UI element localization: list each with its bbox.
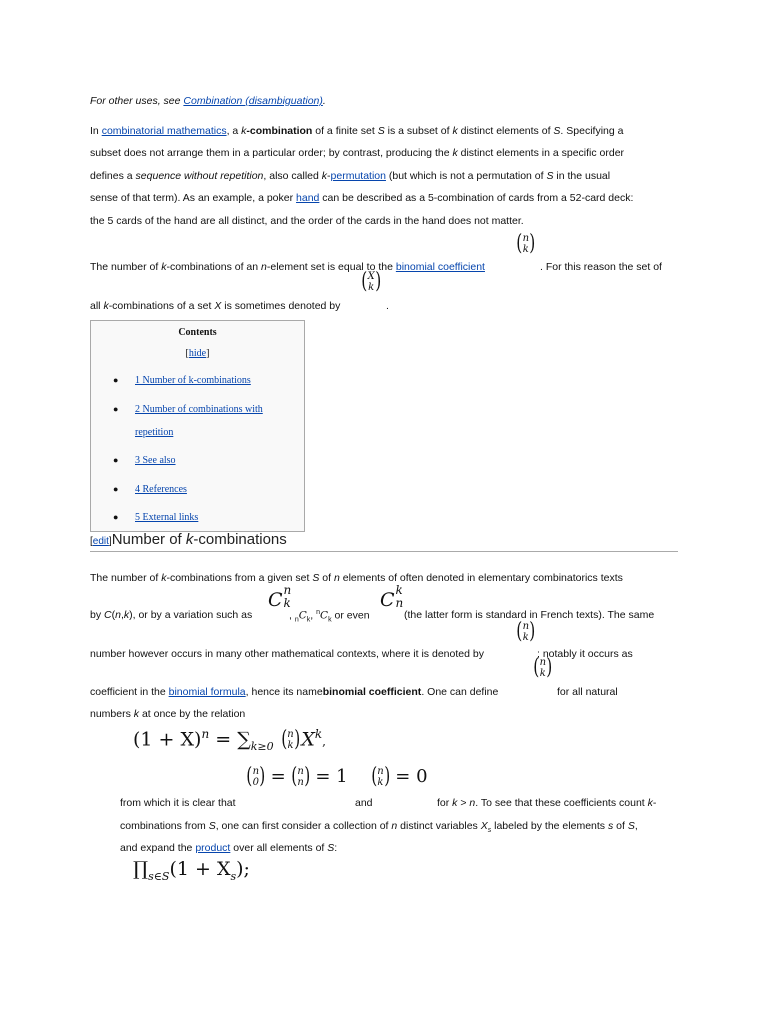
para3-line-4b: for all natural [557,686,618,698]
toc-item-number-of-k-combinations[interactable]: 1 Number of k-combinations [135,375,251,386]
para3-line-2c: (the latter form is standard in French texts). The same [404,609,655,621]
C-n-k-formula: C n k [268,583,292,611]
toc-item-combinations-with-repetition-cont[interactable]: repetition [135,427,174,438]
binom-image-4: ( n k ) [533,655,553,680]
para4-line-1b: and [355,797,373,809]
para4-line-1a: from which it is clear that [120,797,236,809]
product-equation: $\prod_{s\in S}(1 + X_s)$; [133,858,250,883]
section-title: Number of k-combinations [111,531,287,548]
binomial-coefficient-link[interactable]: binomial coefficient [395,261,485,273]
para3-line-3a: number however occurs in many other mathematical contexts, where it is denoted by [90,648,484,660]
intro-line-5: the 5 cards of the hand are all distinct, and the order of the cards in the hand does not matter. [90,215,524,227]
boundary-values-equation: ( n 0 ) = ( n n ) = 1 ( n k ) = 0 [246,766,428,788]
para2-line-1-end: . For this reason the set of [540,261,662,273]
binomial-theorem-equation: $(1 + X)^n = \sum_{k\ge 0}$ ( n k ) $X^k$, [133,727,326,754]
intro-line-1: In combinatorial mathematics, a k-combination of a finite set S is a subset of k distinct elements of S. Specifying a [90,125,624,137]
binom-image-1: ( n k ) [516,231,536,256]
para3-line-5: numbers k at once by the relation [90,708,246,720]
binomial-formula-link[interactable]: binomial formula [168,686,246,698]
toc-item-combinations-with-repetition[interactable]: 2 Number of combinations with [135,404,263,415]
toc-title: Contents [178,327,217,338]
intro-line-4: sense of that term). As an example, a poker hand can be described as a 5-combination of cards from a 52-card deck: [90,192,634,204]
edit-section: [edit] [90,536,112,547]
hatnote [90,95,326,108]
para4-line-1c: for k > n. To see that these coefficients count k- [437,797,657,809]
hatnote-suffix: . [322,95,326,107]
section-divider [90,551,678,552]
toc-item-references[interactable]: 4 References [135,484,187,495]
C-k-n-formula: C k n [380,583,404,611]
para3-line-2a: by C(n,k), or by a variation such as [90,609,253,621]
toc-bullet-1: ● [113,375,119,385]
toc-item-external-links[interactable]: 5 External links [135,512,199,523]
intro-line-2: subset does not arrange them in a particular order; by contrast, producing the k distinct elements in a specific order [90,147,625,159]
toc-bullet-2: ● [113,404,119,414]
edit-link[interactable]: edit [92,536,109,547]
para2-line-2-end: . [386,300,389,312]
section-heading [90,531,287,549]
table-of-contents [90,320,305,532]
disambiguation-link[interactable]: Combination (disambiguation) [183,95,323,107]
toc-item-see-also[interactable]: 3 See also [135,455,176,466]
para4-line-2: combinations from S, one can first consider a collection of n distinct variables $X_s$ labeled by the elements s of S, [120,820,638,835]
intro-line-3: defines a sequence without repetition, also called k-permutation (but which is not a permutation of S in the usual [90,170,611,182]
para4-line-3: and expand the product over all elements of S: [120,842,338,854]
toc-hide: [hide] [185,348,210,359]
toc-bullet-4: ● [113,484,119,494]
binom-image-3: ( n k ) [516,619,536,644]
para2-line-2: all k-combinations of a set X is sometimes denoted by [90,300,341,312]
binom-image-2: ( X k ) [361,269,382,294]
hatnote-prefix: For other uses, see [90,95,184,107]
para3-line-2b: , $_nC_k$, $^nC_k$ or even [289,609,370,624]
toc-hide-link[interactable]: hide [188,348,207,359]
para2-line-1: The number of k-combinations of an n-element set is equal to the binomial coefficient [90,261,485,273]
para3-line-3b: ; notably it occurs as [537,648,633,660]
combinatorial-mathematics-link[interactable]: combinatorial mathematics [101,125,227,137]
toc-bullet-3: ● [113,455,119,465]
para3-line-1: The number of k-combinations from a given set S of n elements of often denoted in elementary combinatorics texts [90,572,623,584]
product-link[interactable]: product [195,842,231,854]
permutation-link[interactable]: permutation [330,170,386,182]
hand-link[interactable]: hand [296,192,320,204]
para3-line-4a: coefficient in the binomial formula, hence its namebinomial coefficient. One can define [90,686,499,698]
toc-bullet-5: ● [113,512,119,522]
